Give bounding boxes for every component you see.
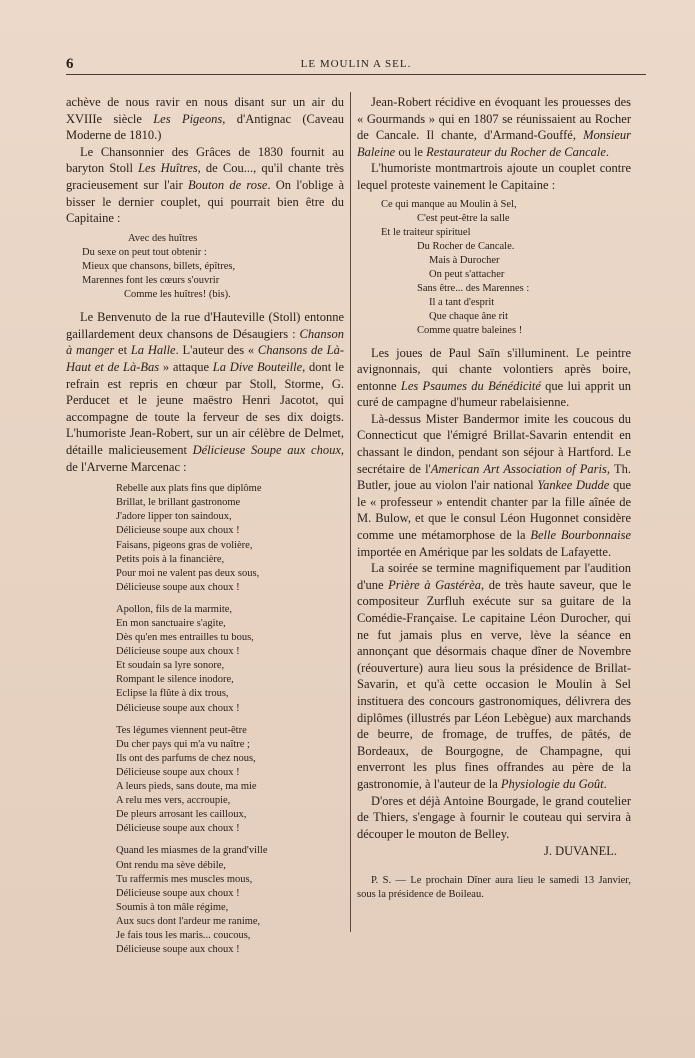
verse-line: J'adore lipper ton saindoux, (116, 511, 232, 523)
verse-line: Que chaque âne rit (429, 311, 509, 323)
verse-line: Quand les miasmes de la grand'ville (116, 845, 268, 857)
column-divider (350, 92, 351, 932)
verse-line: Ils ont des parfums de chez nous, (116, 752, 256, 764)
header-rule (66, 74, 646, 75)
verse-moulin (381, 198, 631, 339)
verse-line: Ce qui manque au Moulin à Sel, (381, 198, 517, 210)
paragraph: achève de nous ravir en nous disant sur un air du XVIIIe siècle Les Pigeons, d'Antignac (Caveau Moderne de 1810.) (66, 95, 344, 143)
verse-line: Rompant le silence inodore, (116, 674, 234, 686)
verse-line: Délicieuse soupe aux choux ! (116, 766, 240, 778)
verse-line: Il a tant d'esprit (429, 297, 495, 309)
verse-line: Faisans, pigeons gras de volière, (116, 539, 253, 551)
verse-line: Tes légumes viennent peut-être (116, 724, 247, 736)
verse-line: Et soudain sa lyre sonore, (116, 660, 225, 672)
verse-line: Mais à Durocher (429, 254, 500, 266)
paragraph: D'ores et déjà Antoine Bourgade, le grand coutelier de Thiers, s'engage à fournir le couteau qui servira à découper le mouton de Belley. (357, 793, 631, 841)
verse-line: Du Rocher de Cancale. (417, 240, 515, 252)
left-column (66, 94, 344, 965)
verse-line: Je fais tous les maris... coucous, (116, 929, 251, 941)
verse-line: Tu raffermis mes muscles mous, (116, 873, 253, 885)
verse-line: Soumis à ton mâle régime, (116, 901, 229, 913)
verse-huitres: Avec des huîtres Du sexe on peut tout obtenir : Mieux que chansons, billets, épîtres, Marennes font les cœurs s'ouvrir Comme les huîtres! (bis). (82, 232, 236, 301)
paragraph: La soirée se termine magnifiquement par l'audition d'une Prière à Gastérèa, de très haute saveur, que le compositeur Zurfluh exécute sur sa guitare de la Comédie-Française. Le capitaine Léon Durocher, qui ne fut jamais plus en verve, lève la séance en annonçant que désormais chaque dîner de Novembre (réouverture) aura lieu sous la présidence de Brillat-Savarin, et qu'à cette occasion le Moulin à Sel instituera des concours gastronomiques, délivrera des diplômes (illustrés par Léon Lebègue) aux marchands de beurre, de fromage, de truffes, de pâtés, de Bordeaux, de Bourgogne, de Champagne, qui enverront les plus fines offrandes au père de la gastronomie, à l'auteur de la Physiologie du Goût. (357, 561, 631, 791)
verse-soupe-aux-choux (66, 482, 344, 957)
paragraph: Là-dessus Mister Bandermor imite les coucous du Connecticut que l'émigré Brillat-Savarin entendit en chassant le dindon, pendant son séjour à Hartford. Le secrétaire de l'American Art Association of Paris, Th. Butler, joue au violon l'air national Yankee Dudde que le « professeur » entendit chanter par la fille aînée de M. Bulow, et que le consul Léon Hugonnet considère comme une métamorphose de la Belle Bourbonnaise importée en Amérique par les soldats de Lafayette. (357, 411, 632, 559)
verse-line: Rebelle aux plats fins que diplôme (116, 483, 262, 495)
verse-line: Eclipse la flûte à dix trous, (116, 688, 229, 700)
verse-line: Brillat, le brillant gastronome (116, 497, 241, 509)
verse-line: C'est peut-être la salle (417, 212, 510, 224)
verse-line: Délicieuse soupe aux choux ! (116, 823, 240, 835)
verse-line: Apollon, fils de la marmite, (116, 603, 233, 615)
verse-line: Délicieuse soupe aux choux ! (116, 581, 240, 593)
verse-line: Sans être... des Marennes : (417, 283, 530, 295)
verse-line: En mon sanctuaire s'agite, (116, 618, 226, 629)
verse-line: Petits pois à la financière, (116, 553, 225, 565)
verse-line: Délicieuse soupe aux choux ! (116, 646, 240, 658)
paragraph: Le Chansonnier des Grâces de 1830 fournit au baryton Stoll Les Huîtres, de Cou..., qu'il chante très gracieusement sur l'air Bouton de rose. On l'oblige à bisser le dernier couplet, qui pourrait bien être du Capitaine : (66, 144, 345, 226)
verse-line: Pour moi ne valent pas deux sous, (116, 567, 260, 579)
stanza (116, 603, 344, 716)
verse-line: Aux sucs dont l'ardeur me ranime, (116, 915, 261, 927)
stanza (116, 724, 344, 837)
verse-line: De pleurs arrosant les cailloux, (116, 809, 247, 821)
postscript: P. S. — Le prochain Dîner aura lieu le samedi 13 Janvier, sous la présidence de Boileau. (357, 874, 631, 900)
page-header (66, 56, 646, 72)
paragraph: L'humoriste montmartrois ajoute un couplet contre lequel proteste vainement le Capitaine : (357, 161, 631, 192)
verse-line: Dès qu'en mes entrailles tu bous, (116, 632, 254, 644)
verse-line: Délicieuse soupe aux choux ! (116, 887, 240, 899)
verse-line: A relu mes vers, accroupie, (116, 795, 231, 807)
verse-line: Ont rendu ma sève débile, (116, 859, 226, 871)
stanza (116, 482, 344, 595)
verse-line: Délicieuse soupe aux choux ! (116, 525, 240, 537)
verse-line: A leurs pieds, sans doute, ma mie (116, 781, 257, 793)
signature: J. DUVANEL. (543, 844, 617, 859)
right-column (357, 94, 631, 902)
page-number: 6 (66, 56, 74, 72)
verse-line: Et le traiteur spirituel (381, 226, 471, 238)
paragraph: Le Benvenuto de la rue d'Hauteville (Stoll) entonne gaillardement deux chansons de Désaugiers : Chanson à manger et La Halle. L'auteur des « Chansons de Là-Haut et de Là-Bas » attaque La Dive Bouteille, dont le refrain est repris en chœur par Stoll, Storme, G. Perducet et le jeune maëstro Henri Jacotot, qui accompagne de toute la ferveur de ses dix doigts. L'humoriste Jean-Robert, sur un air célèbre de Delmet, détaille malicieusement Délicieuse Soupe aux choux, de l'Arverne Marcenac : (66, 310, 345, 474)
running-title: LE MOULIN A SEL. (300, 58, 412, 70)
paragraph: Jean-Robert récidive en évoquant les prouesses des « Gourmands » qui en 1807 se réunissaient au Rocher de Cancale. Il chante, d'Armand-Gouffé, Monsieur Baleine ou le Restaurateur du Rocher de Cancale. (357, 95, 631, 159)
paragraph: Les joues de Paul Saïn s'illuminent. Le peintre avignonnais, qui chante volontiers après boire, entonne Les Psaumes du Bénédicité que lui apprit un curé de campagne d'humeur rabelaisienne. (357, 345, 632, 410)
verse-line: On peut s'attacher (429, 269, 505, 281)
verse-line: Délicieuse soupe aux choux ! (116, 944, 240, 956)
verse-line: Comme quatre baleines ! (417, 325, 523, 337)
verse-line: Du cher pays qui m'a vu naître ; (116, 738, 250, 750)
stanza (116, 844, 344, 957)
verse-line: Délicieuse soupe aux choux ! (116, 702, 240, 714)
